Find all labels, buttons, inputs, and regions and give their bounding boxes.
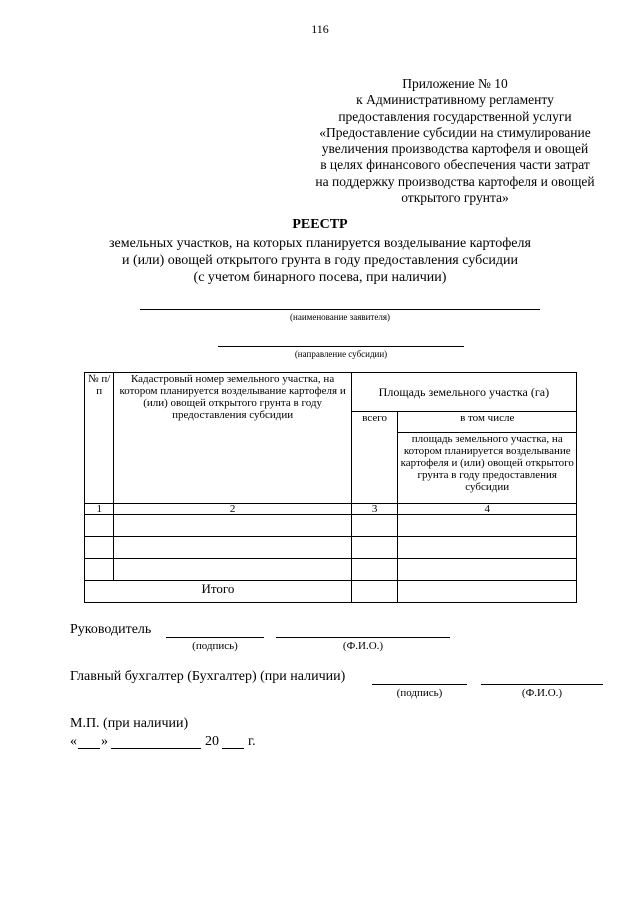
appendix-line: на поддержку производства картофеля и овощей [315, 173, 595, 189]
table-cell[interactable] [85, 537, 114, 559]
col-number-2: 2 [114, 504, 351, 515]
head-fio-caption: (Ф.И.О.) [342, 640, 384, 652]
subsidy-direction-line[interactable] [218, 346, 464, 347]
total-cell[interactable] [351, 581, 398, 603]
header-area-planned: площадь земельного участка, на котором планируется возделывание картофеля и (или) овощей открытого грунта в году предоставления субсидии [398, 433, 577, 504]
total-cell[interactable] [398, 581, 577, 603]
applicant-name-line[interactable] [140, 309, 540, 310]
accountant-label: Главный бухгалтер (Бухгалтер) (при наличии) [70, 669, 346, 684]
accountant-fio-line[interactable] [481, 684, 603, 685]
page-number: 116 [311, 22, 329, 36]
appendix-line: в целях финансового обеспечения части затрат [320, 157, 590, 173]
document-title: РЕЕСТР [292, 217, 348, 232]
subtitle-line: и (или) овощей открытого грунта в году предоставления субсидии [121, 253, 519, 268]
accountant-signature-line[interactable] [372, 684, 467, 685]
table-row [85, 537, 577, 559]
head-signature-line[interactable] [166, 637, 264, 638]
appendix-line: открытого грунта» [401, 190, 509, 206]
registry-table [84, 372, 577, 603]
table-cell[interactable] [114, 537, 351, 559]
head-fio-line[interactable] [276, 637, 450, 638]
table-cell[interactable] [398, 537, 577, 559]
table-cell[interactable] [398, 559, 577, 581]
header-number: № п/п [85, 373, 114, 504]
appendix-line: Приложение № 10 [402, 76, 508, 91]
date-year-line[interactable] [222, 748, 244, 749]
subtitle-line: земельных участков, на которых планируется возделывание картофеля [109, 236, 531, 251]
subtitle-line: (с учетом бинарного посева, при наличии) [193, 270, 447, 285]
header-including: в том числе [398, 412, 577, 433]
header-area: Площадь земельного участка (га) [351, 373, 576, 412]
appendix-line: «Предоставление субсидии на стимулирование [319, 124, 591, 140]
document-subtitle [70, 235, 570, 286]
table-cell[interactable] [114, 515, 351, 537]
direction-caption: (направление субсидии) [294, 349, 388, 359]
table-cell[interactable] [351, 515, 398, 537]
date-open-quote: « [70, 734, 77, 749]
header-cadastral: Кадастровый номер земельного участка, на котором планируется возделывание картофеля и (или) овощей открытого грунта в году предоставления субсидии [114, 373, 351, 504]
head-signature-caption: (подпись) [192, 640, 238, 652]
col-number-3: 3 [351, 504, 398, 515]
stamp-label: М.П. (при наличии) [70, 716, 189, 731]
date-close-quote: » [101, 734, 108, 749]
date-year-prefix: 20 [205, 734, 219, 749]
header-total: всего [351, 412, 398, 504]
col-number-1: 1 [85, 504, 114, 515]
appendix-line: предоставления государственной услуги [338, 108, 572, 124]
table-row [85, 515, 577, 537]
accountant-fio-caption: (Ф.И.О.) [521, 687, 563, 699]
applicant-caption: (наименование заявителя) [290, 312, 390, 322]
table-cell[interactable] [351, 559, 398, 581]
appendix-line: увеличения производства картофеля и овощей [321, 141, 589, 157]
accountant-signature-caption: (подпись) [396, 687, 443, 699]
date-year-suffix: г. [248, 734, 256, 749]
col-number-4: 4 [398, 504, 577, 515]
date-day-line[interactable] [78, 748, 100, 749]
table-cell[interactable] [85, 515, 114, 537]
table-cell[interactable] [351, 537, 398, 559]
total-label: Итого [85, 581, 352, 603]
table-cell[interactable] [85, 559, 114, 581]
table-row [85, 559, 577, 581]
table-cell[interactable] [398, 515, 577, 537]
head-label: Руководитель [70, 622, 152, 637]
appendix-header [290, 76, 620, 206]
appendix-line: к Административному регламенту [356, 92, 554, 108]
date-month-line[interactable] [111, 748, 201, 749]
table-cell[interactable] [114, 559, 351, 581]
total-row [85, 581, 577, 603]
